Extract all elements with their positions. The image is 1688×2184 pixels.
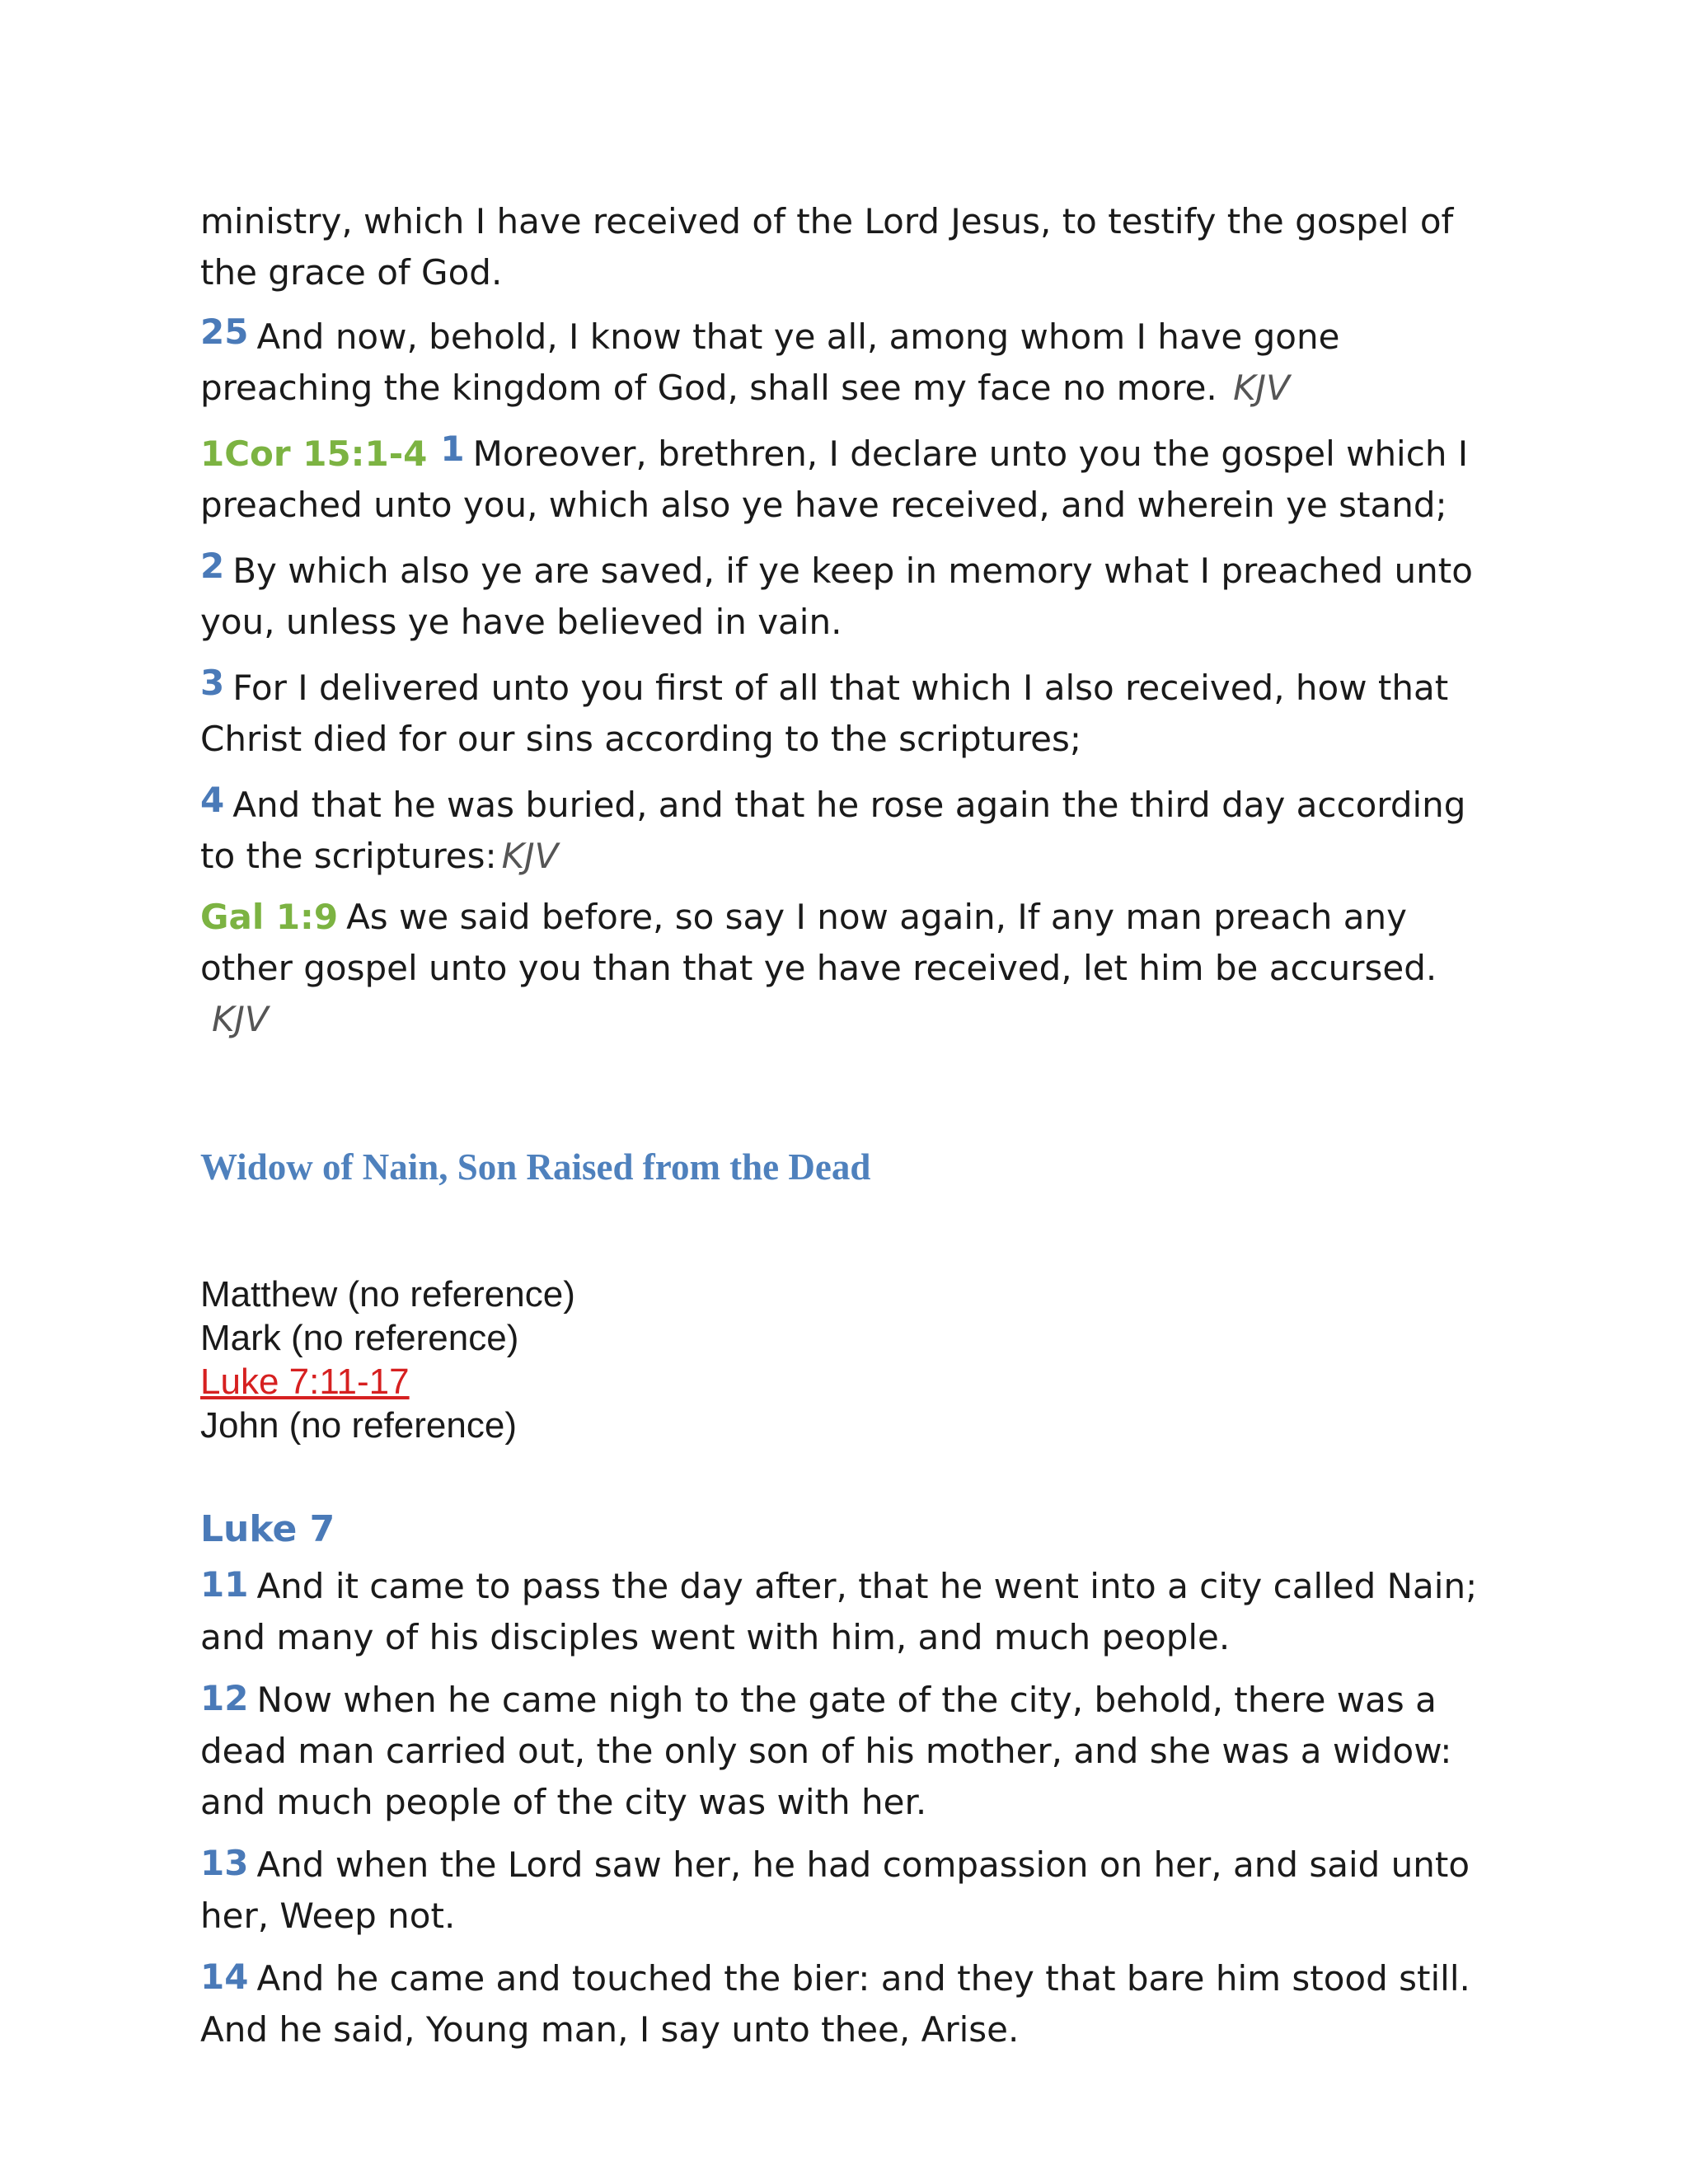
gospel-ref-matthew: Matthew (no reference) [200, 1274, 575, 1315]
verse-13 [200, 1838, 1503, 1942]
verse-number: 25 [200, 312, 249, 352]
verse-1cor-3 [200, 658, 1503, 765]
scripture-reference: 1Cor 15:1-4 [200, 434, 428, 474]
verse-text: By which also ye are saved, if ye keep in memory what I preached unto you, unless ye have believed in vain. [200, 551, 1473, 642]
verse-text: Now when he came nigh to the gate of the city, behold, there was a dead man carried out, the only son of his mother, and she was a widow: and much people of the city was with her. [200, 1680, 1452, 1822]
verse-number: 3 [200, 663, 225, 703]
verse-11 [200, 1559, 1503, 1663]
verse-12 [200, 1673, 1503, 1828]
version-label: KJV [212, 999, 269, 1039]
verse-text: And it came to pass the day after, that he went into a city called Nain; and many of his disciples went with him, and much people. [200, 1566, 1478, 1657]
version-label: KJV [501, 836, 559, 876]
verse-25 [200, 307, 1503, 414]
verse-1cor-1 [200, 424, 1503, 531]
verse-text: Moreover, brethren, I declare unto you the gospel which I preached unto you, which also ye have received, and wherein ye stand; [200, 434, 1469, 525]
version-label: KJV [1233, 368, 1290, 408]
verse-number: 12 [200, 1678, 249, 1718]
verse-number: 13 [200, 1843, 249, 1883]
gospel-ref-john: John (no reference) [200, 1405, 517, 1446]
document-page [200, 196, 1503, 2065]
verse-text: And that he was buried, and that he rose again the third day according to the scriptures: [200, 785, 1466, 876]
verse-text: For I delivered unto you first of all that which I also received, how that Christ died for our sins according to the scriptures; [200, 668, 1449, 759]
verse-text: ministry, which I have received of the Lord Jesus, to testify the gospel of the grace of God. [200, 201, 1454, 293]
scripture-reference: Gal 1:9 [200, 897, 339, 937]
verse-text: As we said before, so say I now again, If any man preach any other gospel unto you than that ye have received, let him be accursed. [200, 897, 1437, 988]
verse-number: 1 [440, 429, 465, 469]
section-heading: Widow of Nain, Son Raised from the Dead [200, 1146, 871, 1188]
verse-number: 2 [200, 546, 225, 586]
verse-number: 11 [200, 1564, 249, 1605]
verse-1cor-4 [200, 775, 1503, 882]
gospel-ref-mark: Mark (no reference) [200, 1318, 519, 1358]
continued-verse [200, 196, 1503, 298]
verse-14 [200, 1952, 1503, 2055]
verse-1cor-2 [200, 541, 1503, 648]
verse-text: And now, behold, I know that ye all, among whom I have gone preaching the kingdom of God, shall see my face no more. [200, 316, 1340, 408]
gospel-reference-list [200, 1272, 1503, 1447]
verse-number: 14 [200, 1957, 249, 1997]
chapter-heading: Luke 7 [200, 1508, 335, 1550]
gospel-ref-luke-link[interactable]: Luke 7:11-17 [200, 1361, 410, 1402]
verse-text: And when the Lord saw her, he had compassion on her, and said unto her, Weep not. [200, 1844, 1470, 1936]
verse-text: And he came and touched the bier: and they that bare him stood still. And he said, Young man, I say unto thee, Arise. [200, 1958, 1470, 2050]
verse-gal-1-9 [200, 892, 1503, 1045]
verse-number: 4 [200, 780, 225, 820]
